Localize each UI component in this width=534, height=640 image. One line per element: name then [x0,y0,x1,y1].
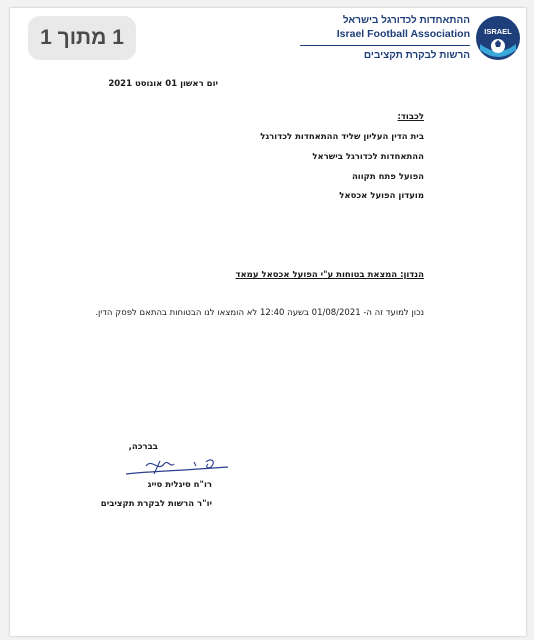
to-label: לכבוד: [397,112,424,122]
closing-greeting: בברכה, [128,442,158,452]
letter-body: נכון למועד זה ה- 01/08/2021 בשעה 12:40 לא הומצאו לנו הבטוחות בהתאם לפסק הדין. [95,308,424,318]
handwritten-signature [124,452,230,482]
recipient-line: ההתאחדות לכדורגל בישראל [312,152,424,162]
signer-name: רו"ח סיגלית סייג [147,480,212,490]
document-page [10,8,526,636]
authority-name: הרשות לבקרת תקציבים [363,50,470,61]
ifa-logo [474,14,522,62]
org-header [270,14,470,63]
recipient-line: הפועל פתח תקווה [351,172,424,182]
recipient-line: מועדון הפועל אכסאל [339,191,424,201]
logo-text: ISRAEL [484,27,512,36]
signer-title: יו"ר הרשות לבקרת תקציבים [100,499,212,509]
header-divider [300,45,470,46]
page-indicator: 1 מתוך 1 [28,16,136,60]
org-name-hebrew: ההתאחדות לכדורגל בישראל [342,15,470,26]
recipient-line: בית הדין העליון שליד ההתאחדות לכדורגל [260,132,424,142]
org-name-english: Israel Football Association [336,28,470,40]
letter-date: יום ראשון 01 אוגוסט 2021 [108,79,218,89]
letter-subject: הנדון: המצאת בטוחות ע"י הפועל אכסאל עמאד [235,270,424,280]
